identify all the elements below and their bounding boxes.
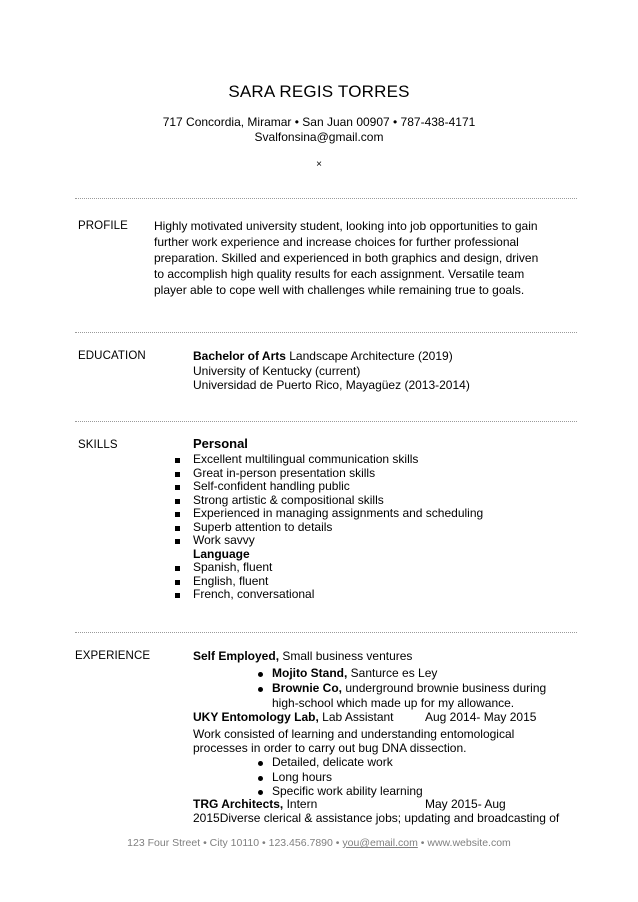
square-bullet-icon <box>175 512 180 517</box>
footer-website: www.website.com <box>427 837 511 849</box>
skill-text: Strong artistic & compositional skills <box>193 492 384 507</box>
skill-text: Superb attention to details <box>193 519 333 534</box>
job-employer: Self Employed, <box>193 649 280 663</box>
skill-item <box>175 494 483 508</box>
footer-separator: • <box>420 837 425 849</box>
skills-language-heading-row <box>175 548 483 562</box>
job-title-line <box>193 797 317 811</box>
job-employer: TRG Architects, <box>193 797 284 811</box>
footer-contact <box>0 837 638 850</box>
round-bullet-icon <box>258 776 263 781</box>
section-divider <box>75 198 577 199</box>
skills-list <box>175 453 483 602</box>
language-text: English, fluent <box>193 573 269 588</box>
contact-email: Svalfonsina@gmail.com <box>254 130 384 144</box>
round-bullet-icon <box>258 672 263 677</box>
venture-detail: Santurce es Ley <box>350 666 438 680</box>
profile-line: further work experience and increase choices for further professional <box>154 235 519 249</box>
footer-street: 123 Four Street <box>127 837 201 849</box>
profile-line: preparation. Skilled and experienced in both graphics and design, driven <box>154 251 539 265</box>
footer-email-link[interactable]: you@email.com <box>342 837 418 849</box>
section-label-experience: EXPERIENCE <box>75 650 151 662</box>
skill-item <box>175 453 483 467</box>
square-bullet-icon <box>175 566 180 571</box>
profile-line: player able to cope well with challenges while remaining true to goals. <box>154 283 525 297</box>
job-dates: Aug 2014- May 2015 <box>425 710 537 724</box>
job-role: Small business ventures <box>282 649 413 663</box>
skill-text: Excellent multilingual communication skills <box>193 452 419 466</box>
school-line: University of Kentucky (current) <box>193 363 361 378</box>
skills-language-heading: Language <box>193 546 250 561</box>
square-bullet-icon <box>175 472 180 477</box>
profile-line: to accomplish high quality results for each assignment. Versatile team <box>154 267 525 281</box>
skills-personal-heading: Personal <box>193 436 248 451</box>
skill-item <box>175 480 483 494</box>
job-role: Lab Assistant <box>322 710 394 724</box>
language-item <box>175 575 483 589</box>
degree-line <box>193 349 470 364</box>
round-bullet-icon <box>258 790 263 795</box>
language-text: French, conversational <box>193 587 315 601</box>
venture-name: Mojito Stand, <box>272 666 348 680</box>
section-label-profile: PROFILE <box>78 220 128 232</box>
contact-address: 717 Concordia, Miramar • San Juan 00907 • 787-438-4171 <box>162 115 476 129</box>
job-title-line <box>193 710 394 724</box>
profile-summary <box>154 218 538 298</box>
venture-name: Brownie Co, <box>272 681 343 695</box>
round-bullet-icon <box>258 687 263 692</box>
square-bullet-icon <box>175 499 180 504</box>
square-bullet-icon <box>175 580 180 585</box>
job-employer: UKY Entomology Lab, <box>193 710 319 724</box>
footer-separator: • <box>203 837 207 849</box>
footer-separator: • <box>262 837 266 849</box>
skill-text: Experienced in managing assignments and scheduling <box>193 506 484 520</box>
skill-item <box>175 521 483 535</box>
job-description-line: Work consisted of learning and understanding entomological <box>193 727 515 741</box>
section-label-education: EDUCATION <box>78 350 146 362</box>
language-item <box>175 561 483 575</box>
venture-item <box>258 681 546 695</box>
footer-city: City 10110 <box>209 837 260 849</box>
skill-text: Great in-person presentation skills <box>193 465 376 480</box>
square-bullet-icon <box>175 485 180 490</box>
job-bullet-item <box>258 784 423 798</box>
job-description-line: processes in order to carry out bug DNA dissection. <box>193 741 467 755</box>
skill-text: Self-confident handling public <box>193 479 350 493</box>
footer-separator: • <box>335 837 340 849</box>
cross-mark: × <box>316 159 322 170</box>
job-bullet-text: Specific work ability learning <box>272 784 423 798</box>
candidate-name: SARA REGIS TORRES <box>228 82 410 101</box>
language-text: Spanish, fluent <box>193 560 273 574</box>
section-divider <box>75 332 577 333</box>
job-role: Intern <box>286 797 318 811</box>
section-label-skills: SKILLS <box>78 439 118 451</box>
job-bullet-item <box>258 755 393 769</box>
degree-title: Bachelor of Arts <box>193 349 286 363</box>
footer-phone: 123.456.7890 <box>268 837 333 849</box>
job-bullet-text: Detailed, delicate work <box>272 755 393 769</box>
section-divider <box>75 632 577 633</box>
round-bullet-icon <box>258 761 263 766</box>
school-line: Universidad de Puerto Rico, Mayagüez (2013-2014) <box>193 378 470 392</box>
skill-item <box>175 467 483 481</box>
job-dates: May 2015- Aug <box>425 797 506 811</box>
language-item <box>175 588 483 602</box>
square-bullet-icon <box>175 593 180 598</box>
square-bullet-icon <box>175 526 180 531</box>
profile-line: Highly motivated university student, looking into job opportunities to gain <box>154 219 538 233</box>
job-bullet-item <box>258 770 332 784</box>
venture-item <box>258 666 437 680</box>
skill-item <box>175 507 483 521</box>
degree-field: Landscape Architecture (2019) <box>289 349 453 363</box>
square-bullet-icon <box>175 458 180 463</box>
venture-detail-continued: high-school which made up for my allowance. <box>272 696 515 710</box>
job-description-line: 2015Diverse clerical & assistance jobs; updating and broadcasting of <box>193 811 560 825</box>
square-bullet-icon <box>175 539 180 544</box>
skill-text: Work savvy <box>193 533 255 547</box>
education-details <box>193 349 470 393</box>
venture-detail: underground brownie business during <box>345 681 547 695</box>
job-bullet-text: Long hours <box>272 770 333 784</box>
section-divider <box>75 421 577 422</box>
job-title-line <box>193 649 412 663</box>
skill-item <box>175 534 483 548</box>
